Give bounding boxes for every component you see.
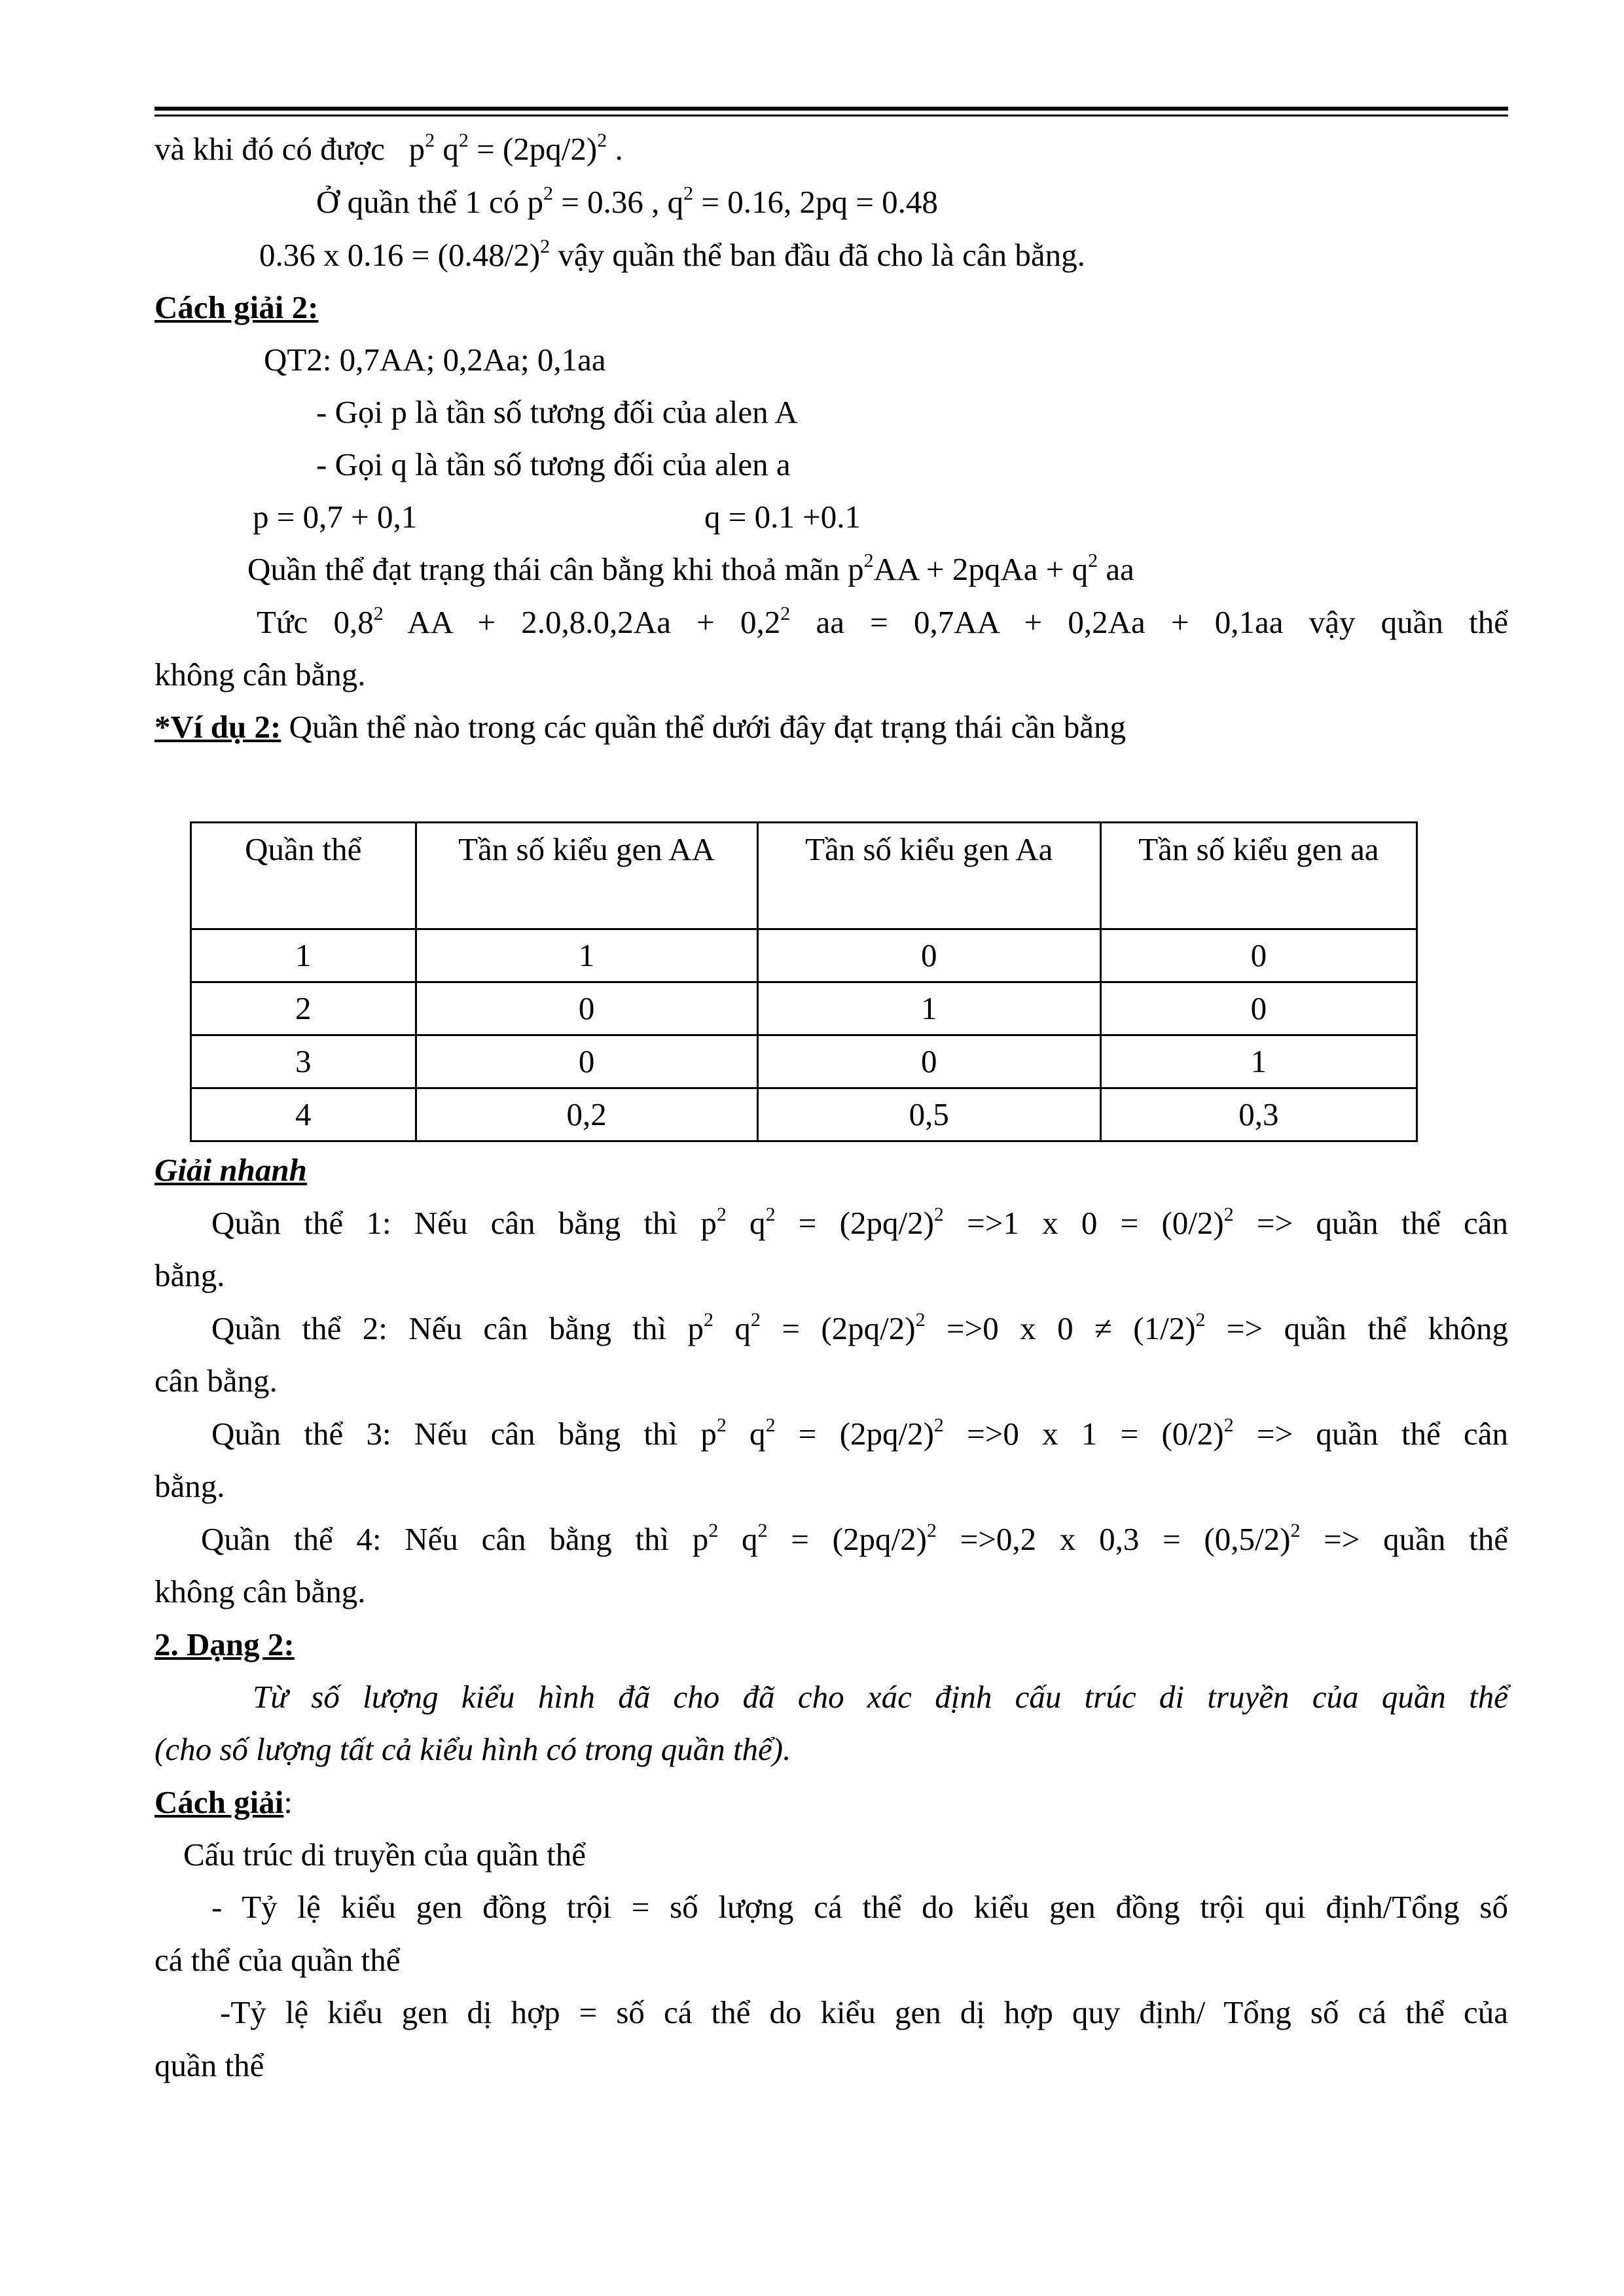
table-cell: 3	[191, 1035, 416, 1088]
line-dang2-desc-1: Từ số lượng kiểu hình đã cho đã cho xác định cấu trúc di truyền của quần thể	[253, 1679, 1508, 1715]
header-rule-thick	[154, 107, 1508, 111]
line-equilibrium-condition: Quần thể đạt trạng thái cân bằng khi thoả mãn $p^2AA$ + 2pqAa + $q^2$ aa	[247, 550, 1134, 587]
table-cell: 1	[757, 982, 1100, 1035]
table-row	[191, 929, 1417, 982]
line-ty-le-1-cont: cá thể của quần thể	[154, 1942, 401, 1978]
line-tuc-cont: không cân bằng.	[154, 656, 366, 692]
table-cell: 1	[1100, 1035, 1416, 1088]
line-vi-du-2: *Ví dụ 2: Quần thể nào trong các quần thể dưới đây đạt trạng thái cần bằng	[154, 709, 1126, 745]
table-header-cell: Tần số kiểu gen Aa	[757, 823, 1100, 929]
line-goi-p: - Gọi p là tần số tương đối của alen A	[316, 394, 798, 430]
table-header-cell: Tần số kiểu gen aa	[1100, 823, 1416, 929]
heading-cach-giai: Cách giải:	[154, 1784, 293, 1820]
table-row	[191, 1035, 1417, 1088]
table-cell: 0	[1100, 982, 1416, 1035]
heading-dang-2: 2. Dạng 2:	[154, 1626, 295, 1662]
line-qt1-check: 0.36 x $0.16 = (0.48/2)^2$ vậy quần thể ban đầu đã cho là cân bằng.	[259, 236, 1085, 273]
table-cell: 0,2	[416, 1088, 757, 1141]
line-qt2-solution: Quần thể 2: Nếu cân bằng thì $p^2$ $q^2 = (2pq/2)^2 =>0$ x $0 \ne (1/2)^2$ => quần thể không	[211, 1309, 1508, 1346]
header-rule-thin	[154, 115, 1508, 117]
table-cell: 0,5	[757, 1088, 1100, 1141]
table-cell: 0	[757, 929, 1100, 982]
line-q-eq: q = 0.1 +0.1	[704, 499, 861, 535]
table-cell: 0	[416, 1035, 757, 1088]
line-ty-le-2: -Tỷ lệ kiểu gen dị hợp = số cá thể do kiểu gen dị hợp quy định/ Tổng số cá thể của	[220, 1994, 1508, 2030]
line-cau-truc: Cấu trúc di truyền của quần thể	[183, 1837, 586, 1873]
table-header-cell: Quần thể	[191, 823, 416, 929]
table-row	[191, 1088, 1417, 1141]
line-qt2-solution-cont: cân bằng.	[154, 1363, 278, 1399]
line-goi-q: - Gọi q là tần số tương đối của alen a	[316, 446, 791, 482]
table-row	[191, 982, 1417, 1035]
line-condition: và khi đó có được $p^2$ $q^2 = (2pq/2)^2$ .	[154, 130, 623, 167]
line-dang2-desc-2: (cho số lượng tất cả kiểu hình có trong quần thể).	[154, 1731, 791, 1767]
line-qt1-solution-cont: bằng.	[154, 1257, 225, 1293]
line-qt4-solution-cont: không cân bằng.	[154, 1573, 366, 1609]
table-cell: 1	[191, 929, 416, 982]
line-qt3-solution: Quần thể 3: Nếu cân bằng thì $p^2$ $q^2 = (2pq/2)^2 =>0$ x $1 = (0/2)^2$ => quần thể cân	[211, 1414, 1508, 1452]
heading-cach-giai-2: Cách giải 2:	[154, 289, 319, 325]
table-header-row	[191, 823, 1417, 929]
line-ty-le-1: - Tỷ lệ kiểu gen đồng trội = số lượng cá thể do kiểu gen đồng trội qui định/Tổng số	[211, 1889, 1508, 1925]
line-qt2: QT2: 0,7AA; 0,2Aa; 0,1aa	[264, 342, 606, 378]
line-tuc: Tức $0,8^2$ AA + $2.0,8.0,2Aa + 0,2^2$ aa = 0,7AA + 0,2Aa + 0,1aa vậy quần thể	[257, 603, 1508, 640]
table-cell: 0,3	[1100, 1088, 1416, 1141]
line-p-eq: p = 0,7 + 0,1	[253, 499, 418, 535]
table-cell: 1	[416, 929, 757, 982]
table-cell: 0	[757, 1035, 1100, 1088]
table-cell: 0	[416, 982, 757, 1035]
line-qt1-solution: Quần thể 1: Nếu cân bằng thì $p^2$ $q^2 = (2pq/2)^2 =>1$ x $0 = (0/2)^2$ => quần thể cân	[211, 1204, 1508, 1241]
line-qt4-solution: Quần thể 4: Nếu cân bằng thì $p^2$ $q^2 = (2pq/2)^2 =>0,2$ x $0,3 = (0,5/2)^2$ => quần thể	[201, 1520, 1508, 1557]
line-qt1-values: Ở quần thể 1 có $p^2 = 0.36$ , $q^2 = 0.16$, 2pq = 0.48	[316, 183, 938, 220]
table-header-cell: Tần số kiểu gen AA	[416, 823, 757, 929]
line-ty-le-2-cont: quần thể	[154, 2047, 264, 2083]
table-cell: 2	[191, 982, 416, 1035]
heading-giai-nhanh: Giải nhanh	[154, 1152, 307, 1188]
table-cell: 4	[191, 1088, 416, 1141]
vi-du-label: *Ví dụ 2:	[154, 709, 281, 745]
line-qt3-solution-cont: bằng.	[154, 1468, 225, 1504]
table-cell: 0	[1100, 929, 1416, 982]
genotype-frequency-table	[190, 821, 1418, 1142]
